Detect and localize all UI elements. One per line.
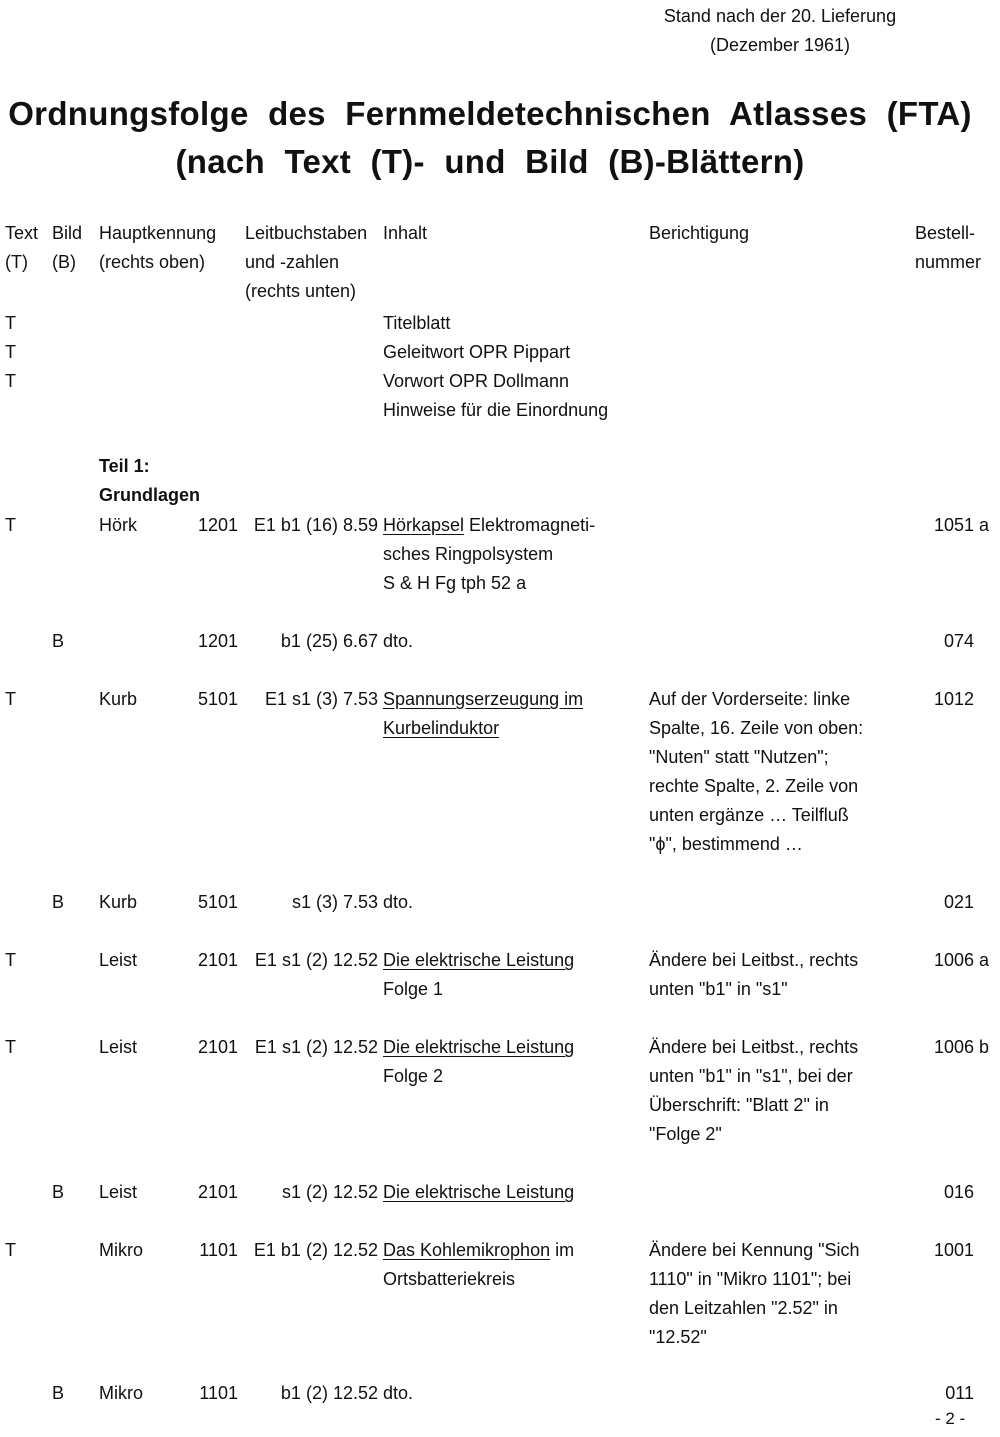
row-hauptkennung: Hörk [99, 515, 138, 535]
intro-item: Geleitwort OPR Pippart [383, 342, 571, 362]
row-inhalt-line: Folge 2 [383, 1066, 444, 1086]
row-kennung-number: 5101 [197, 689, 238, 709]
row-berichtigung: rechte Spalte, 2. Zeile von [649, 776, 859, 796]
row-leitzahlen: E1 b1 (2) 12.52 [253, 1240, 378, 1260]
row-berichtigung: Ändere bei Leitbst., rechts [649, 1037, 859, 1057]
col-header-berichtigung: Berichtigung [649, 223, 750, 243]
col-header-hauptkennung-note: (rechts oben) [99, 252, 206, 272]
row-bestellnummer: 011 [945, 1383, 974, 1403]
row-inhalt [383, 511, 595, 540]
col-header-leitbuchstaben: Leitbuchstaben [245, 223, 368, 243]
status-line-1: Stand nach der 20. Lieferung [663, 6, 897, 26]
status-line-2: (Dezember 1961) [709, 35, 851, 55]
row-inhalt-link: Die elektrische Leistung [383, 1182, 575, 1202]
page-title: Ordnungsfolge des Fernmeldetechnischen Atlasses (FTA) [8, 95, 972, 132]
col-header-text: Text [5, 223, 39, 243]
row-type-bild: B [52, 1383, 65, 1403]
row-bestellnummer: 016 [943, 1182, 974, 1202]
row-inhalt-link: Hörkapsel [383, 515, 465, 535]
section-heading: Teil 1: [99, 456, 150, 476]
row-inhalt-rest: Elektromagneti- [464, 515, 596, 535]
row-inhalt-line: S & H Fg tph 52 a [383, 573, 527, 593]
row-inhalt-line: sches Ringpolsystem [383, 544, 554, 564]
row-kennung-number: 2101 [197, 1037, 238, 1057]
row-bestellnummer: 1051 a [933, 515, 989, 535]
intro-item: Hinweise für die Einordnung [383, 400, 609, 420]
intro-type: T [5, 313, 16, 333]
row-leitzahlen: E1 s1 (2) 12.52 [254, 950, 378, 970]
row-inhalt-link: Spannungserzeugung im [383, 689, 584, 709]
row-inhalt-link: Die elektrische Leistung [383, 1037, 575, 1057]
row-hauptkennung: Kurb [99, 689, 138, 709]
row-leitzahlen: s1 (3) 7.53 [291, 892, 378, 912]
section-heading-title: Grundlagen [99, 485, 201, 505]
row-inhalt-link: Das Kohlemikrophon [383, 1240, 551, 1260]
col-header-hauptkennung: Hauptkennung [99, 223, 217, 243]
row-hauptkennung: Mikro [99, 1383, 143, 1403]
intro-item: Titelblatt [383, 313, 451, 333]
page-subtitle: (nach Text (T)- und Bild (B)-Blättern) [175, 143, 805, 180]
row-bestellnummer: 1006 b [933, 1037, 989, 1057]
row-kennung-number: 2101 [197, 1182, 238, 1202]
row-berichtigung: "Nuten" statt "Nutzen"; [649, 747, 829, 767]
row-inhalt-link: Die elektrische Leistung [383, 950, 575, 970]
row-inhalt-link: Kurbelinduktor [383, 718, 500, 738]
row-type-text: T [5, 1037, 16, 1057]
col-header-leitbuchstaben-2: und -zahlen [245, 252, 340, 272]
row-bestellnummer: 1012 [933, 689, 974, 709]
row-berichtigung: "12.52" [649, 1327, 707, 1347]
row-berichtigung: Ändere bei Kennung "Sich [649, 1240, 860, 1260]
row-inhalt-line: Ortsbatteriekreis [383, 1269, 516, 1289]
row-inhalt: dto. [383, 1383, 414, 1403]
row-leitzahlen: E1 s1 (2) 12.52 [254, 1037, 378, 1057]
intro-item: Vorwort OPR Dollmann [383, 371, 570, 391]
col-header-inhalt: Inhalt [383, 223, 428, 243]
row-kennung-number: 1201 [197, 515, 238, 535]
row-leitzahlen: b1 (2) 12.52 [280, 1383, 378, 1403]
row-type-text: T [5, 515, 16, 535]
row-inhalt-line: Folge 1 [383, 979, 444, 999]
row-berichtigung: unten ergänze … Teilfluß [649, 805, 849, 825]
row-leitzahlen: b1 (25) 6.67 [280, 631, 378, 651]
row-type-text: T [5, 1240, 16, 1260]
row-kennung-number: 1201 [197, 631, 238, 651]
page-number: - 2 - [935, 1409, 966, 1428]
row-type-text: T [5, 950, 16, 970]
row-berichtigung: unten "b1" in "s1", bei der [649, 1066, 853, 1086]
row-berichtigung: unten "b1" in "s1" [649, 979, 788, 999]
row-hauptkennung: Leist [99, 1037, 138, 1057]
row-inhalt: dto. [383, 631, 414, 651]
row-type-bild: B [52, 631, 65, 651]
row-berichtigung: 1110" in "Mikro 1101"; bei [649, 1269, 852, 1289]
row-berichtigung: "Folge 2" [649, 1124, 722, 1144]
row-leitzahlen: s1 (2) 12.52 [281, 1182, 378, 1202]
row-hauptkennung: Mikro [99, 1240, 143, 1260]
row-bestellnummer: 074 [943, 631, 974, 651]
row-berichtigung: Ändere bei Leitbst., rechts [649, 950, 859, 970]
row-leitzahlen: E1 s1 (3) 7.53 [264, 689, 378, 709]
row-type-bild: B [52, 892, 65, 912]
row-hauptkennung: Leist [99, 1182, 138, 1202]
intro-type: T [5, 371, 16, 391]
col-header-leitbuchstaben-3: (rechts unten) [245, 281, 357, 301]
row-berichtigung: Überschrift: "Blatt 2" in [649, 1095, 829, 1115]
row-bestellnummer: 1006 a [933, 950, 989, 970]
row-bestellnummer: 1001 [933, 1240, 974, 1260]
row-kennung-number: 2101 [197, 950, 238, 970]
row-bestellnummer: 021 [943, 892, 974, 912]
row-type-bild: B [52, 1182, 65, 1202]
intro-type: T [5, 342, 16, 362]
col-header-text-abbr: (T) [5, 252, 28, 272]
row-inhalt-rest: im [550, 1240, 575, 1260]
col-header-bestellnummer-2: nummer [915, 252, 982, 272]
row-berichtigung: "ϕ", bestimmend … [649, 834, 803, 854]
row-kennung-number: 1101 [199, 1240, 238, 1260]
row-hauptkennung: Kurb [99, 892, 138, 912]
row-kennung-number: 5101 [197, 892, 238, 912]
col-header-bestellnummer: Bestell- [915, 223, 976, 243]
row-berichtigung: Spalte, 16. Zeile von oben: [649, 718, 864, 738]
row-inhalt: dto. [383, 892, 414, 912]
col-header-bild-abbr: (B) [52, 252, 76, 272]
row-inhalt [383, 1236, 574, 1265]
row-leitzahlen: E1 b1 (16) 8.59 [253, 515, 378, 535]
row-type-text: T [5, 689, 16, 709]
row-berichtigung: den Leitzahlen "2.52" in [649, 1298, 838, 1318]
row-berichtigung: Auf der Vorderseite: linke [649, 689, 851, 709]
row-hauptkennung: Leist [99, 950, 138, 970]
col-header-bild: Bild [52, 223, 83, 243]
row-kennung-number: 1101 [199, 1383, 238, 1403]
